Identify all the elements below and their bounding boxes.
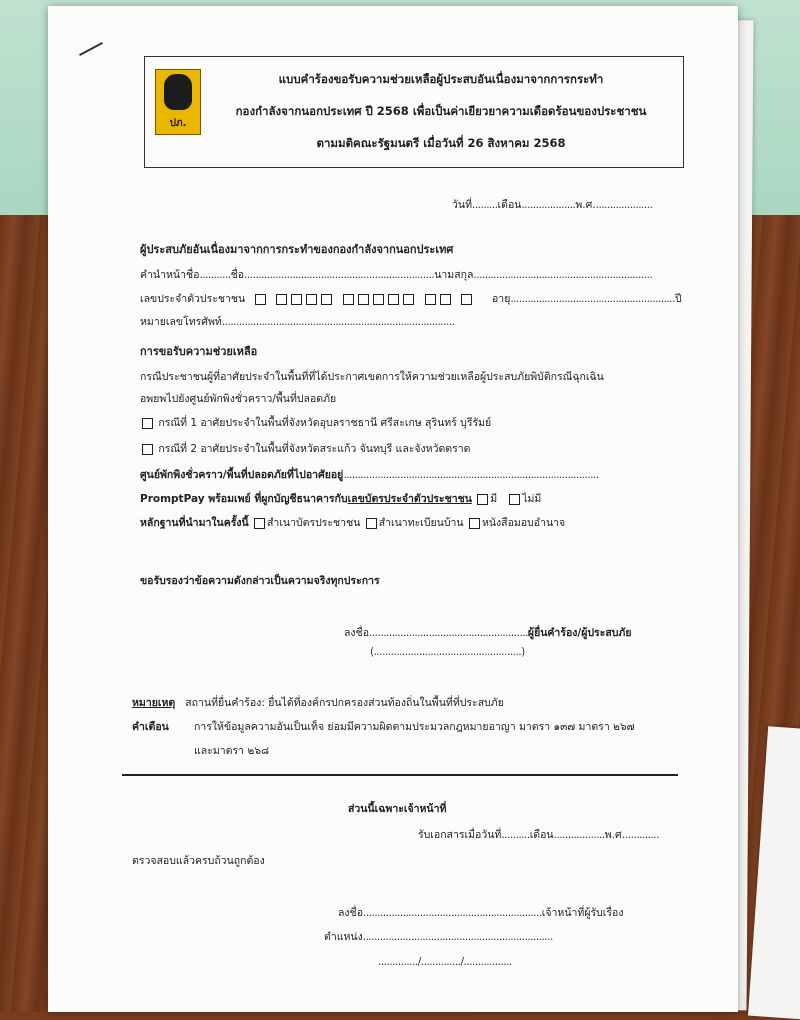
date-line <box>452 196 652 213</box>
shelter-line <box>140 466 599 483</box>
promptpay-yes-checkbox[interactable] <box>477 494 488 505</box>
promptpay-no-label: ไม่มี <box>522 493 542 505</box>
phone-label: หมายเลขโทรศัพท์ <box>140 316 222 328</box>
applicant-name-field[interactable]: (....................................................) <box>370 646 525 658</box>
case1-checkbox[interactable] <box>142 418 153 429</box>
pen-stroke <box>79 42 103 56</box>
prefix-field[interactable]: ........... <box>199 269 231 281</box>
phone-field[interactable]: .................................................................................. <box>221 316 455 328</box>
received-year-field[interactable]: ............ <box>624 829 660 841</box>
warning-text-2: และมาตรา ๒๖๘ <box>194 745 270 757</box>
prefix-label: คำนำหน้าชื่อ <box>140 269 200 281</box>
officer-date-field[interactable]: ............../............../................. <box>378 956 512 968</box>
promptpay-line <box>140 490 541 507</box>
age-unit: ปี <box>674 293 682 305</box>
victim-heading: ผู้ประสบภัยอันเนื่องมาจากการกระทำของกองกำลังจากนอกประเทศ <box>140 243 454 256</box>
official-heading: ส่วนนี้เฉพาะเจ้าหน้าที่ <box>348 803 447 815</box>
officer-sign-field[interactable]: ............................................................... <box>363 907 542 919</box>
section-divider <box>122 774 678 776</box>
day-field[interactable]: ......... <box>472 199 498 211</box>
request-desc-1: กรณีประชาชนผู้ที่อาศัยประจำในพื้นที่ที่ได้ประกาศเขตการให้ความช่วยเหลือผู้ประสบภัยพิบัติกรณีฉุกเฉิน <box>140 371 604 383</box>
received-month-field[interactable]: .................. <box>553 829 605 841</box>
case2-checkbox[interactable] <box>142 444 153 455</box>
received-day-field[interactable]: .......... <box>501 829 530 841</box>
year-label: พ.ศ. <box>575 199 596 211</box>
title-line-1: แบบคำร้องขอรับความช่วยเหลือผู้ประสบอันเนื่องมาจากการกระทำ <box>278 72 604 86</box>
title-line-2: กองกำลังจากนอกประเทศ ปี 2568 เพื่อเป็นค่าเยียวยาความเดือดร้อนของประชาชน <box>235 104 647 118</box>
remark-line <box>132 694 504 711</box>
hand-icon <box>164 74 192 110</box>
officer-sign-line <box>338 904 623 921</box>
id-line <box>140 290 474 307</box>
month-field[interactable]: ................... <box>521 199 576 211</box>
evidence1-label: สำเนาบัตรประชาชน <box>267 517 361 529</box>
evidence3-label: หนังสือมอบอำนาจ <box>481 517 566 529</box>
officer-sign-role: เจ้าหน้าที่ผู้รับเรื่อง <box>541 907 624 919</box>
surname-label: นามสกุล <box>434 269 474 281</box>
evidence2-checkbox[interactable] <box>366 518 377 529</box>
officer-sign-label: ลงชื่อ <box>338 907 363 919</box>
applicant-sign-role: ผู้ยื่นคำร้อง/ผู้ประสบภัย <box>527 627 632 639</box>
promptpay-no-checkbox[interactable] <box>509 494 520 505</box>
case1-option[interactable] <box>140 414 491 431</box>
received-line <box>418 826 659 843</box>
evidence3-checkbox[interactable] <box>469 518 480 529</box>
day-label: วันที่ <box>452 199 472 211</box>
name-label: ชื่อ <box>230 269 245 281</box>
age-field[interactable]: .......................................................... <box>510 293 675 305</box>
surname-field[interactable]: ............................................................... <box>473 269 653 281</box>
case2-option[interactable] <box>140 440 470 457</box>
logo-text: ปภ. <box>169 118 187 129</box>
year-field[interactable]: .................... <box>595 199 653 211</box>
id-boxes[interactable] <box>253 293 475 305</box>
promptpay-id-label: เลขบัตรประจำตัวประชาชน <box>347 493 472 505</box>
checked-text: ตรวจสอบแล้วครบถ้วนถูกต้อง <box>132 855 265 867</box>
evidence1-checkbox[interactable] <box>254 518 265 529</box>
promptpay-yes-label: มี <box>490 493 498 505</box>
phone-line <box>140 313 455 330</box>
month-label: เดือน <box>497 199 522 211</box>
remark-text: สถานที่ยื่นคำร้อง: ยื่นได้ที่องค์กรปกครองส่วนท้องถิ่นในพื้นที่ที่ประสบภัย <box>185 697 504 709</box>
request-desc-2: อพยพไปยังศูนย์พักพิงชั่วคราว/พื้นที่ปลอดภัย <box>140 393 337 405</box>
case1-label: กรณีที่ 1 อาศัยประจำในพื้นที่จังหวัดอุบลราชธานี ศรีสะเกษ สุรินทร์ บุรีรัมย์ <box>158 417 492 429</box>
id-label: เลขประจำตัวประชาชน <box>140 293 246 305</box>
name-line <box>140 266 652 283</box>
warning-label: คำเตือน <box>132 721 169 733</box>
applicant-sign-field[interactable]: ........................................................ <box>369 627 528 639</box>
evidence2-label: สำเนาทะเบียนบ้าน <box>378 517 464 529</box>
age-label: อายุ <box>492 293 511 305</box>
warning-text-1: การให้ข้อมูลความอันเป็นเท็จ ย่อมมีความผิดตามประมวลกฎหมายอาญา มาตรา ๑๓๗ มาตรา ๒๖๗ <box>194 721 635 733</box>
certify-text: ขอรับรองว่าข้อความดังกล่าวเป็นความจริงทุกประการ <box>140 575 380 587</box>
position-label: ตำแหน่ง <box>324 931 363 943</box>
request-heading: การขอรับความช่วยเหลือ <box>140 345 258 358</box>
age-line <box>492 290 682 307</box>
received-label: รับเอกสารเมื่อวันที่ <box>418 829 502 841</box>
evidence-label: หลักฐานที่นำมาในครั้งนี้ <box>140 517 249 529</box>
evidence-line <box>140 514 565 531</box>
applicant-sign-label: ลงชื่อ <box>344 627 369 639</box>
form-header <box>144 56 684 168</box>
position-line <box>324 928 553 945</box>
position-field[interactable]: ................................................................... <box>362 931 553 943</box>
received-month-label: เดือน <box>529 829 554 841</box>
applicant-sign-line <box>344 624 631 641</box>
shelter-field[interactable]: .......................................................................................... <box>343 469 599 481</box>
dept-logo <box>155 69 201 135</box>
promptpay-label: PromptPay พร้อมเพย์ ที่ผูกบัญชีธนาคารกับ <box>140 493 348 505</box>
title-line-3: ตามมติคณะรัฐมนตรี เมื่อวันที่ 26 สิงหาคม 2568 <box>316 136 566 150</box>
case2-label: กรณีที่ 2 อาศัยประจำในพื้นที่จังหวัดสระแก้ว จันทบุรี และจังหวัดตราด <box>158 443 471 455</box>
form-page <box>48 6 738 1012</box>
name-field[interactable]: ................................................................... <box>244 269 435 281</box>
shelter-label: ศูนย์พักพิงชั่วคราว/พื้นที่ปลอดภัยที่ไปอาศัยอยู่ <box>140 469 344 481</box>
remark-label: หมายเหตุ <box>132 697 176 709</box>
received-year-label: พ.ศ. <box>604 829 625 841</box>
